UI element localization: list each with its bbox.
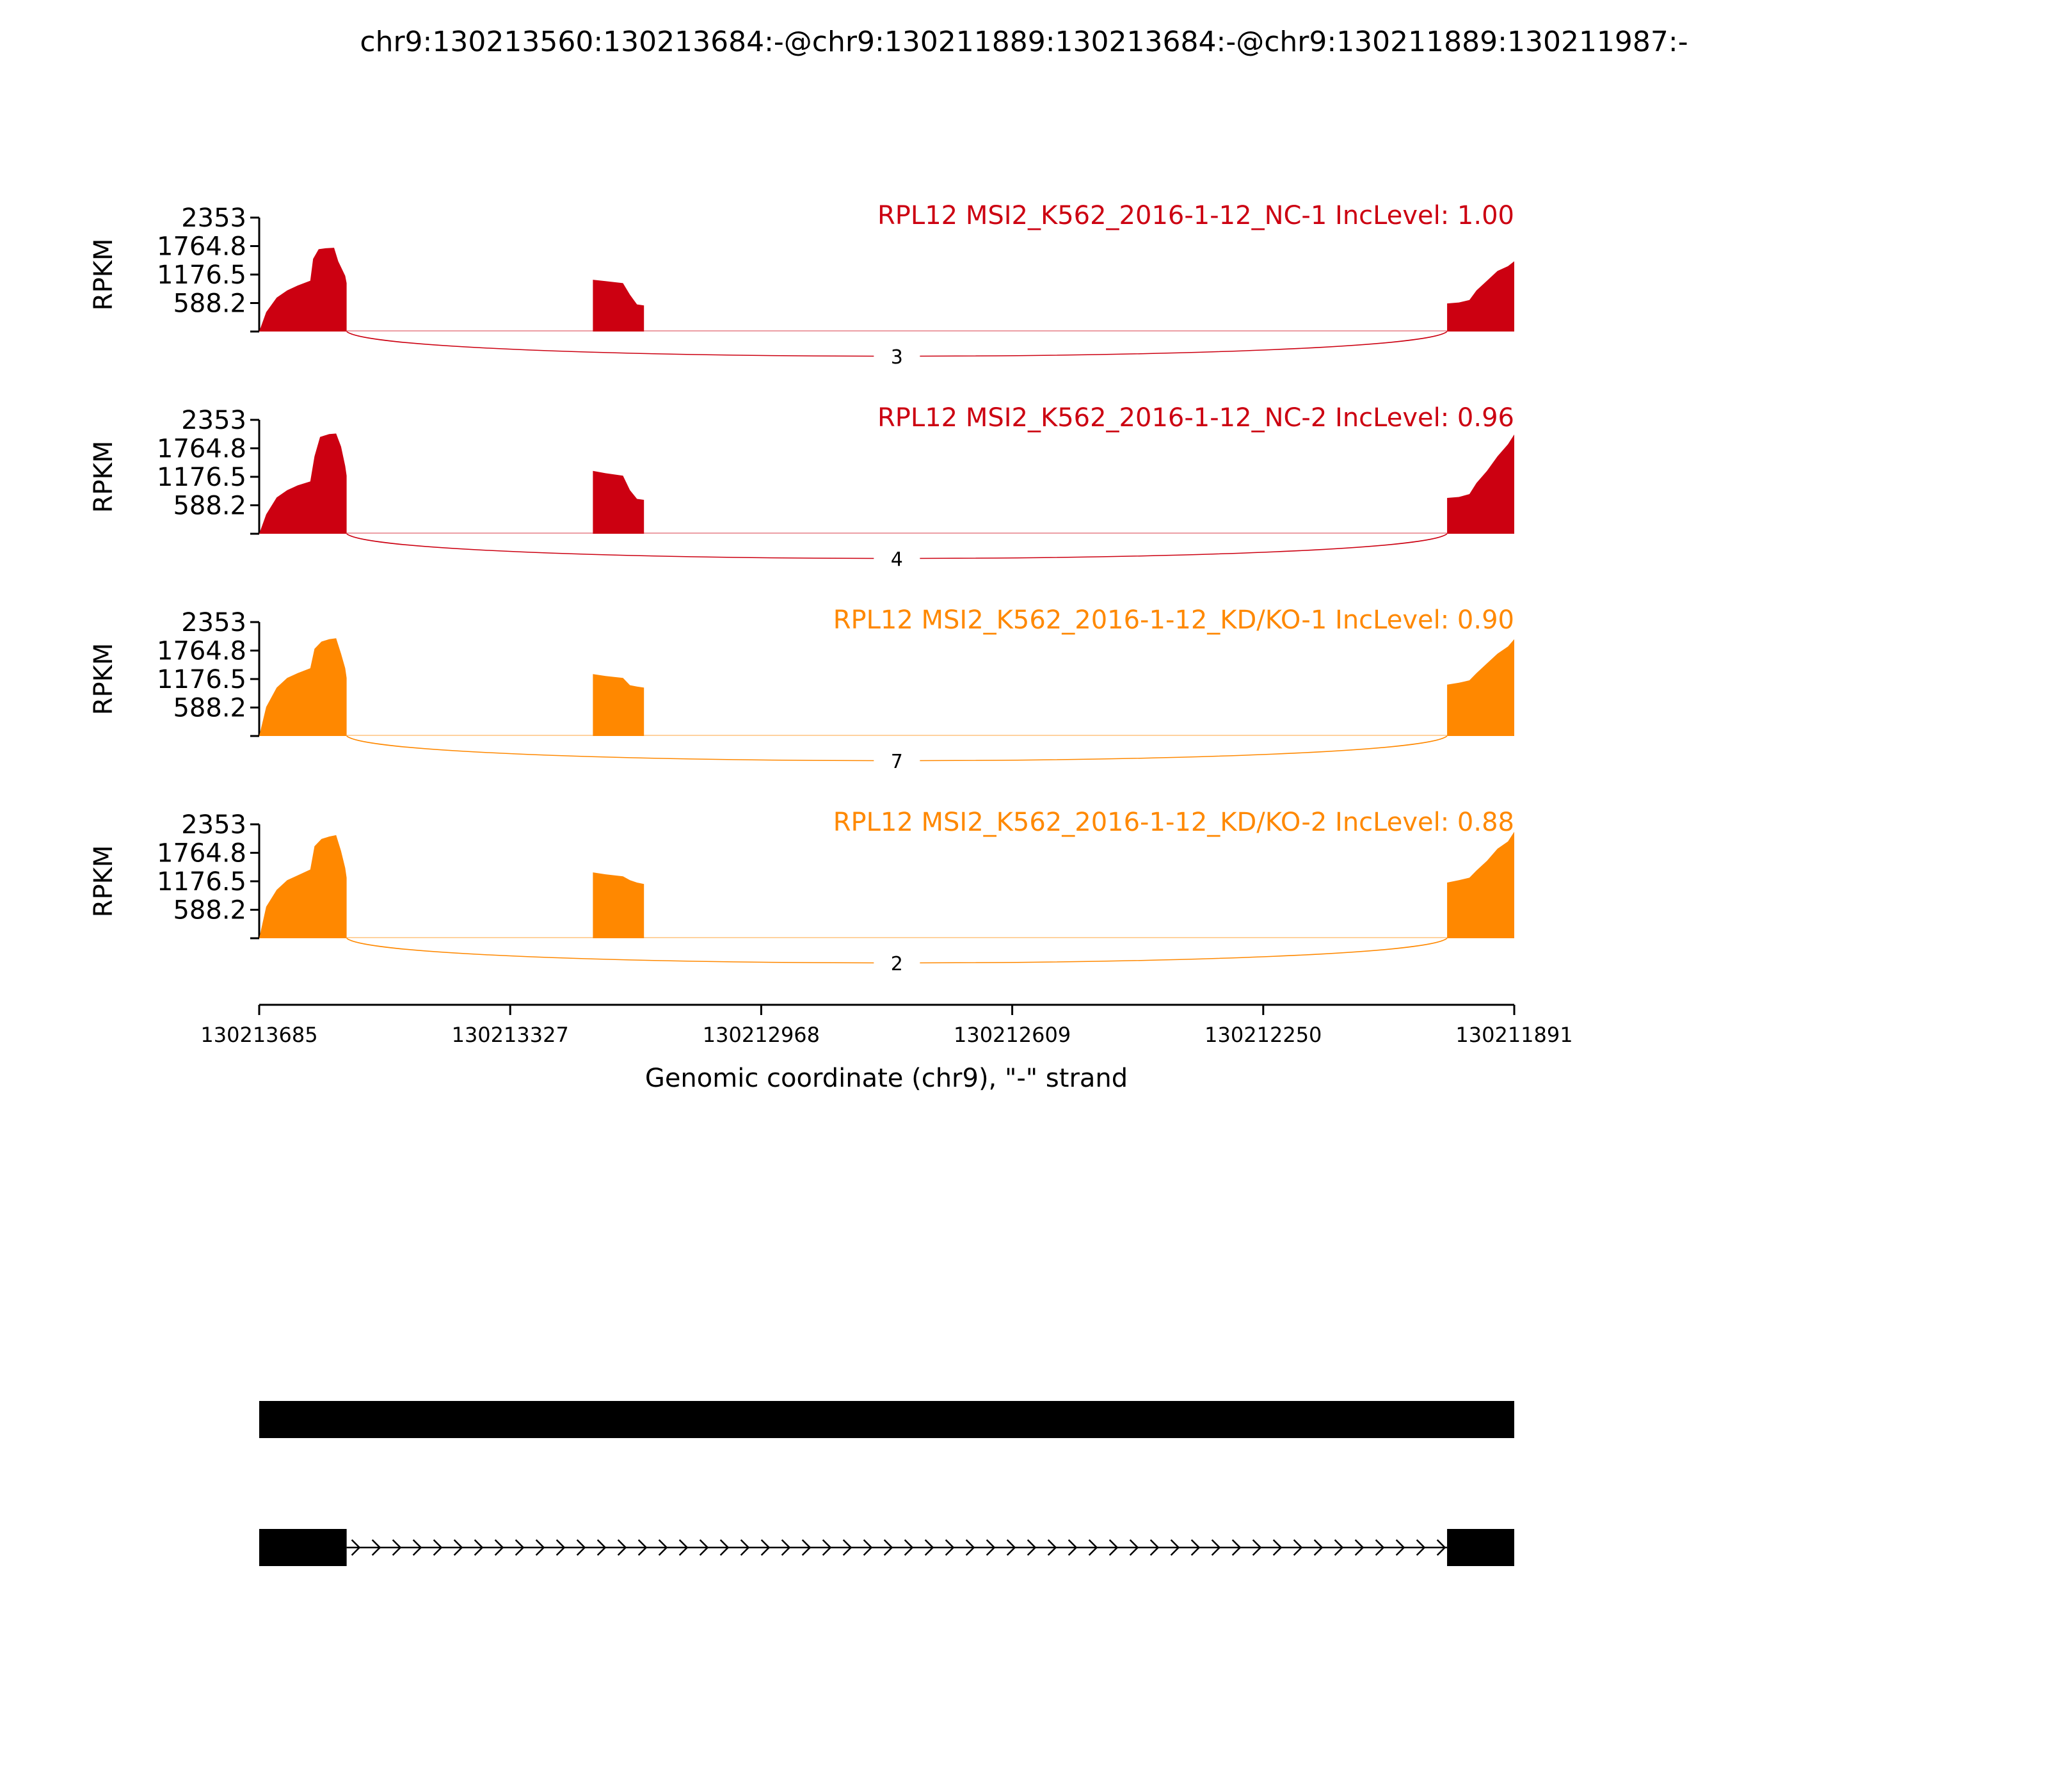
x-tick-label: 130213327 <box>451 1023 569 1047</box>
y-tick-label: 1764.8 <box>157 636 246 666</box>
sample-label: RPL12 MSI2_K562_2016-1-12_NC-2 IncLevel: 0.96 <box>877 403 1514 433</box>
y-axis-label: RPKM <box>89 643 118 716</box>
isoform-exon <box>259 1529 347 1566</box>
y-axis-label: RPKM <box>89 440 118 513</box>
y-tick-label: 1176.5 <box>157 260 246 290</box>
y-tick-label: 2353 <box>181 406 246 435</box>
y-tick-label: 1176.5 <box>157 463 246 492</box>
y-tick-label: 2353 <box>181 810 246 840</box>
x-tick-label: 130212250 <box>1204 1023 1322 1047</box>
x-tick-label: 130212968 <box>702 1023 820 1047</box>
isoform-1 <box>259 1401 1514 1438</box>
junction-count: 3 <box>890 346 903 369</box>
y-tick-label: 588.2 <box>173 491 246 521</box>
junction-count: 4 <box>890 548 903 571</box>
y-tick-label: 1176.5 <box>157 867 246 897</box>
sample-label: RPL12 MSI2_K562_2016-1-12_KD/KO-1 IncLevel: 0.90 <box>833 605 1514 635</box>
x-tick-label: 130212609 <box>953 1023 1071 1047</box>
y-tick-label: 1176.5 <box>157 665 246 694</box>
y-tick-label: 1764.8 <box>157 434 246 464</box>
x-axis-label: Genomic coordinate (chr9), "-" strand <box>644 1064 1128 1093</box>
junction-count: 2 <box>890 953 903 975</box>
isoform-exon <box>259 1401 1514 1438</box>
y-tick-label: 1764.8 <box>157 838 246 868</box>
y-tick-label: 2353 <box>181 204 246 233</box>
y-tick-label: 588.2 <box>173 289 246 319</box>
y-tick-label: 588.2 <box>173 895 246 925</box>
y-axis-label: RPKM <box>89 238 118 311</box>
y-axis-label: RPKM <box>89 845 118 918</box>
y-tick-label: 1764.8 <box>157 232 246 262</box>
sample-label: RPL12 MSI2_K562_2016-1-12_KD/KO-2 IncLevel: 0.88 <box>833 808 1514 837</box>
plot-title: chr9:130213560:130213684:-@chr9:130211889:130213684:-@chr9:130211889:130211987:- <box>360 26 1688 58</box>
y-tick-label: 2353 <box>181 608 246 637</box>
isoform-exon <box>1447 1529 1514 1566</box>
y-tick-label: 588.2 <box>173 693 246 723</box>
x-tick-label: 130211891 <box>1455 1023 1573 1047</box>
junction-count: 7 <box>890 751 903 773</box>
sample-label: RPL12 MSI2_K562_2016-1-12_NC-1 IncLevel: 1.00 <box>877 201 1514 230</box>
x-tick-label: 130213685 <box>200 1023 318 1047</box>
